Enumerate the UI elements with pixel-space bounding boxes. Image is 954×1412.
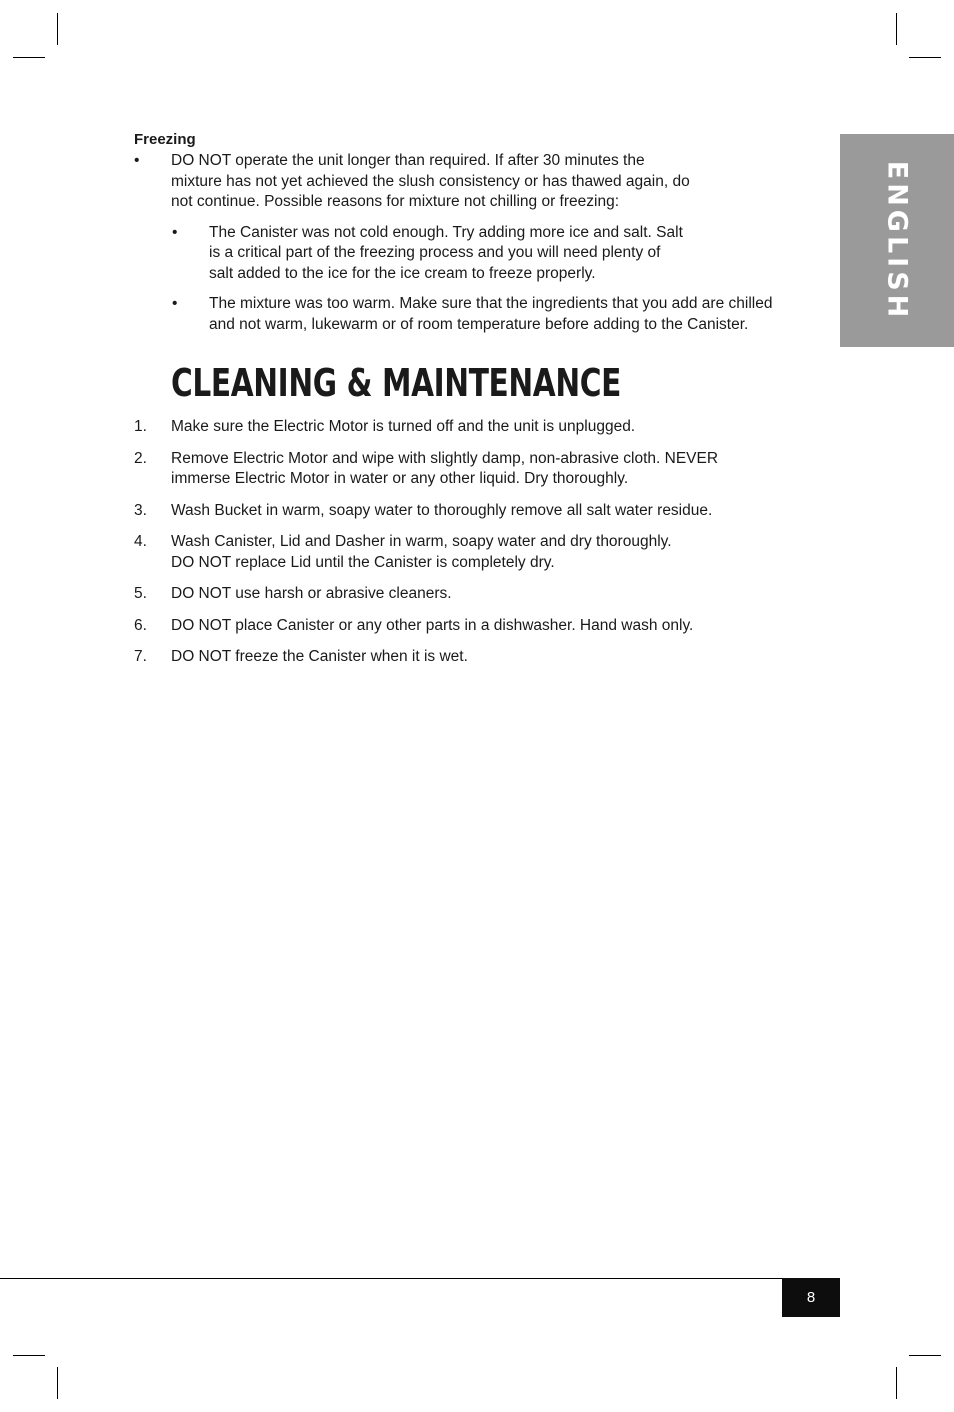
crop-mark-bottom-left-v: [57, 1367, 58, 1399]
text-line: DO NOT operate the unit longer than required. If after 30 minutes the: [171, 152, 645, 169]
step-number: 3.: [134, 501, 147, 519]
footer-rule: [0, 1278, 840, 1279]
step-number: 7.: [134, 648, 147, 665]
crop-mark-bottom-right-h: [909, 1355, 941, 1356]
step-number: 2.: [134, 449, 147, 467]
crop-mark-top-left-v: [57, 13, 58, 45]
text-line: Wash Canister, Lid and Dasher in warm, soapy water and dry thoroughly.: [171, 533, 672, 550]
text-line: is a critical part of the freezing process and you will need plenty of: [209, 244, 661, 261]
bullet: •: [134, 152, 140, 169]
freezing-heading: Freezing: [134, 131, 196, 148]
page-content: [134, 129, 804, 668]
bullet: •: [172, 223, 178, 241]
language-tab: [840, 134, 954, 347]
crop-mark-top-left-h: [13, 57, 45, 58]
text-line: Wash Bucket in warm, soapy water to thoroughly remove all salt water residue.: [171, 501, 713, 519]
freezing-warning: [134, 151, 804, 213]
cleaning-steps: [134, 417, 804, 668]
list-item: [134, 417, 804, 438]
step-number: 1.: [134, 418, 147, 435]
text-line: not continue. Possible reasons for mixture not chilling or freezing:: [171, 193, 620, 210]
crop-mark-top-right-h: [909, 57, 941, 58]
bullet: •: [172, 295, 178, 312]
text-line: DO NOT use harsh or abrasive cleaners.: [171, 585, 452, 602]
list-item: [134, 532, 804, 573]
crop-mark-bottom-right-v: [896, 1367, 897, 1399]
cleaning-heading: CLEANING & MAINTENANCE: [171, 361, 621, 405]
text-line: immerse Electric Motor in water or any other liquid. Dry thoroughly.: [171, 470, 629, 487]
language-tab-label: ENGLISH: [881, 160, 913, 321]
freezing-reason: [172, 294, 804, 335]
list-item: [134, 501, 804, 522]
step-number: 6.: [134, 616, 147, 634]
crop-mark-top-right-v: [896, 13, 897, 45]
text-line: salt added to the ice for the ice cream to freeze properly.: [209, 264, 596, 282]
text-line: Remove Electric Motor and wipe with slightly damp, non-abrasive cloth. NEVER: [171, 449, 719, 467]
list-item: [134, 584, 804, 605]
page-number-label: 8: [806, 1289, 816, 1306]
text-line: and not warm, lukewarm or of room temperature before adding to the Canister.: [209, 315, 749, 333]
text-line: mixture has not yet achieved the slush consistency or has thawed again, do: [171, 172, 690, 190]
list-item: [134, 647, 804, 668]
text-line: DO NOT replace Lid until the Canister is completely dry.: [171, 553, 555, 571]
page-number: [782, 1278, 840, 1317]
text-line: The Canister was not cold enough. Try adding more ice and salt. Salt: [209, 223, 683, 241]
text-line: DO NOT place Canister or any other parts in a dishwasher. Hand wash only.: [171, 616, 694, 634]
text-line: The mixture was too warm. Make sure that the ingredients that you add are chilled: [209, 295, 773, 312]
step-number: 4.: [134, 533, 147, 550]
freezing-reason: [172, 223, 804, 285]
list-item: [134, 616, 804, 637]
list-item: [134, 449, 804, 490]
text-line: Make sure the Electric Motor is turned off and the unit is unplugged.: [171, 418, 636, 435]
crop-mark-bottom-left-h: [13, 1355, 45, 1356]
step-number: 5.: [134, 585, 147, 602]
text-line: DO NOT freeze the Canister when it is wet.: [171, 648, 468, 665]
